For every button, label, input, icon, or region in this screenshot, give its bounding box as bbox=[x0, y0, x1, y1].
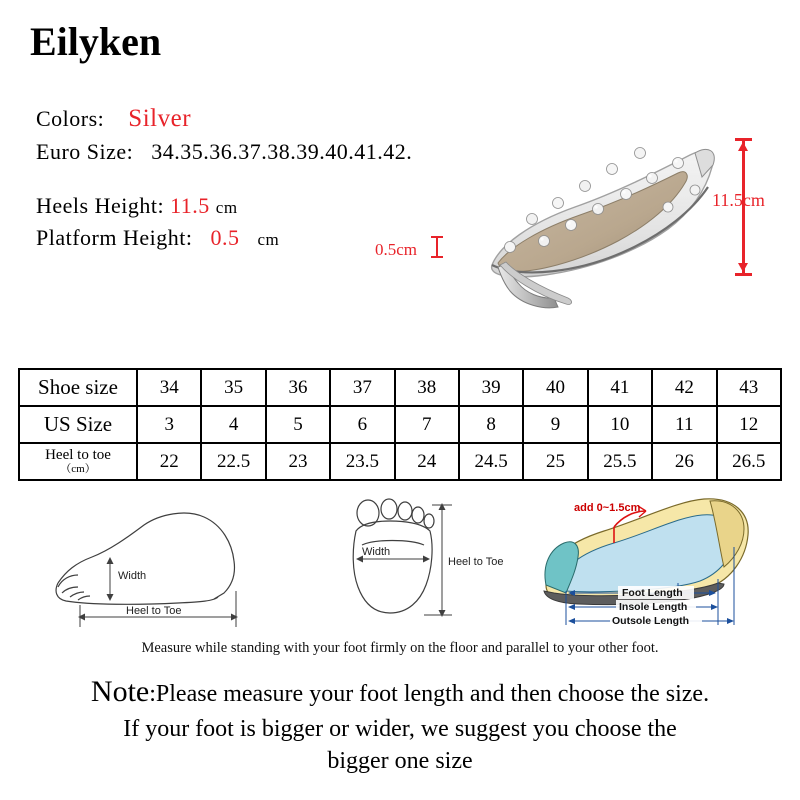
size-table bbox=[18, 368, 782, 481]
euro-size-value: 34.35.36.37.38.39.40.41.42. bbox=[151, 139, 413, 164]
note-line-2: If your foot is bigger or wider, we suggest you choose the bbox=[123, 715, 677, 742]
cell: 26.5 bbox=[717, 443, 781, 480]
spec-euro-size bbox=[36, 139, 456, 165]
cell: 26 bbox=[652, 443, 716, 480]
colors-label: Colors: bbox=[36, 106, 105, 131]
heels-height-label: Heels Height: bbox=[36, 193, 165, 218]
foot-length-label: Foot Length bbox=[622, 587, 683, 599]
cell: 25.5 bbox=[588, 443, 652, 480]
cell: 3 bbox=[137, 406, 201, 443]
spec-heels-height bbox=[36, 193, 456, 219]
cell: 34 bbox=[137, 369, 201, 406]
colors-value: Silver bbox=[128, 105, 192, 132]
cell: 7 bbox=[395, 406, 459, 443]
diagram-side-width-arrow bbox=[107, 557, 114, 601]
cell: 37 bbox=[330, 369, 394, 406]
insole-length-label: Insole Length bbox=[619, 601, 688, 613]
spec-colors bbox=[36, 105, 456, 133]
cell: 38 bbox=[395, 369, 459, 406]
cell: 5 bbox=[266, 406, 330, 443]
row-header-us-size: US Size bbox=[19, 406, 137, 443]
euro-size-label: Euro Size: bbox=[36, 139, 134, 164]
add-length-label: add 0~1.5cm bbox=[574, 502, 641, 514]
measurement-diagrams bbox=[18, 487, 782, 637]
platform-height-unit: cm bbox=[257, 230, 280, 249]
spec-spacer bbox=[36, 171, 456, 193]
diagram-svg bbox=[18, 487, 782, 637]
cell: 23.5 bbox=[330, 443, 394, 480]
side-heel-to-toe-label: Heel to Toe bbox=[126, 605, 182, 617]
outsole-length-label: Outsole Length bbox=[612, 615, 689, 627]
cell: 10 bbox=[588, 406, 652, 443]
diagram-side-foot bbox=[56, 513, 234, 604]
cell: 22 bbox=[137, 443, 201, 480]
note-word: Note bbox=[90, 675, 150, 708]
cell: 11 bbox=[652, 406, 716, 443]
cell: 4 bbox=[201, 406, 265, 443]
side-width-label: Width bbox=[118, 570, 147, 582]
diagram-caption: Measure while standing with your foot firmly on the floor and parallel to your other foot. bbox=[141, 640, 659, 656]
platform-measure-label: 0.5cm bbox=[375, 240, 418, 259]
note-block bbox=[0, 672, 800, 777]
cell: 23 bbox=[266, 443, 330, 480]
row-header-heel-to-toe bbox=[19, 443, 137, 480]
heel-measure-label: 11.5cm bbox=[712, 190, 765, 210]
note-line-1 bbox=[0, 672, 800, 713]
brand-title: Eilyken bbox=[30, 19, 162, 64]
cell: 25 bbox=[523, 443, 587, 480]
cell: 6 bbox=[330, 406, 394, 443]
cell: 24 bbox=[395, 443, 459, 480]
row-header-shoe-size: Shoe size bbox=[19, 369, 137, 406]
heel-measure-arrow-top bbox=[738, 142, 748, 151]
row-header-heel-to-toe-unit: （cm） bbox=[60, 462, 96, 475]
top-heel-to-toe-label: Heel to Toe bbox=[448, 556, 504, 568]
table-row-heel-to-toe bbox=[19, 443, 781, 480]
cell: 43 bbox=[717, 369, 781, 406]
platform-height-label: Platform Height: bbox=[36, 225, 193, 250]
cell: 36 bbox=[266, 369, 330, 406]
platform-height-value: 0.5 bbox=[210, 225, 240, 250]
table-row-us-size bbox=[19, 406, 781, 443]
heel-measure-arrow-bottom bbox=[738, 263, 748, 272]
cell: 24.5 bbox=[459, 443, 523, 480]
spec-list bbox=[36, 105, 456, 257]
top-width-label: Width bbox=[362, 546, 391, 558]
cell: 41 bbox=[588, 369, 652, 406]
heels-height-value: 11.5 bbox=[170, 193, 210, 218]
table-row-shoe-size bbox=[19, 369, 781, 406]
note-line-3: bigger one size bbox=[327, 747, 473, 774]
cell: 35 bbox=[201, 369, 265, 406]
cell: 39 bbox=[459, 369, 523, 406]
cell: 22.5 bbox=[201, 443, 265, 480]
platform-measure-caliper bbox=[436, 236, 438, 258]
cell: 40 bbox=[523, 369, 587, 406]
cell: 8 bbox=[459, 406, 523, 443]
cell: 9 bbox=[523, 406, 587, 443]
note-text-1: :Please measure your foot length and then choose the size. bbox=[149, 681, 710, 707]
row-header-heel-to-toe-text: Heel to toe bbox=[45, 446, 111, 463]
cell: 42 bbox=[652, 369, 716, 406]
cell: 12 bbox=[717, 406, 781, 443]
heels-height-unit: cm bbox=[215, 198, 238, 217]
